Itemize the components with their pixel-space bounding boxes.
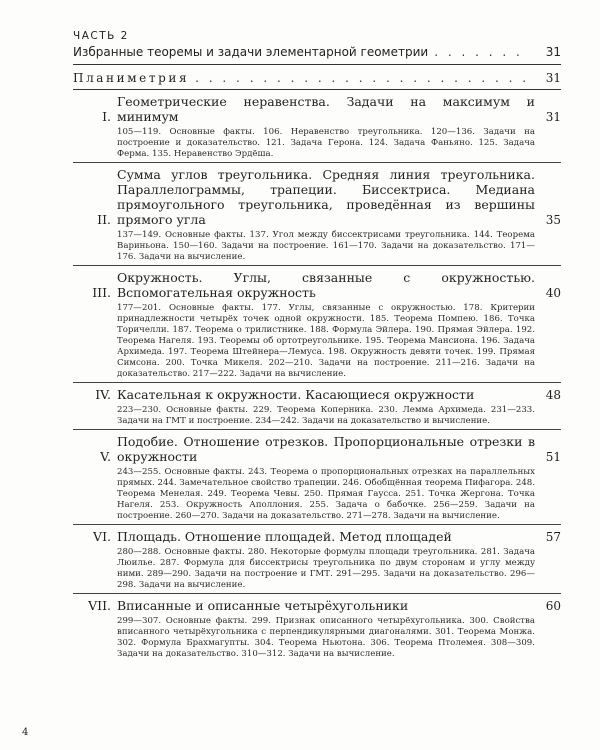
section-title: Планиметрия bbox=[73, 71, 190, 85]
part-title: Избранные теоремы и задачи элементарной геометрии bbox=[73, 45, 429, 59]
page-number: 48 bbox=[545, 388, 561, 402]
part-heading[interactable] bbox=[73, 45, 561, 65]
page-number: 31 bbox=[545, 71, 561, 85]
chapter-number: IV. bbox=[95, 387, 111, 402]
chapter-entry[interactable] bbox=[73, 383, 561, 430]
chapter-contents: 137—149. Основные факты. 137. Угол между биссектрисами треугольника. 144. Теорема Вариньона. 150—160. Задачи на построение. 161—170. Задачи на доказательство. 171—176. Задачи на вычисление. bbox=[117, 230, 535, 262]
page-number: 57 bbox=[545, 530, 561, 544]
chapter-contents: 280—288. Основные факты. 280. Некоторые формулы площади треугольника. 281. Задача Люильe. 287. Формула для биссектрисы треугольника по двум сторонам и углу между ними. 289—290. Задачи на построение и ГМТ. 291—295. Задачи на доказательство. 296—298. Задачи на вычисление. bbox=[117, 547, 535, 590]
section-heading[interactable] bbox=[73, 71, 561, 90]
table-of-contents bbox=[73, 30, 561, 662]
chapter-number: VII. bbox=[88, 598, 111, 613]
chapter-entry[interactable] bbox=[73, 430, 561, 525]
chapter-title: Вписанные и описанные четырёхугольники bbox=[117, 598, 409, 613]
chapter-contents: 105—119. Основные факты. 106. Неравенство треугольника. 120—136. Задачи на построение и доказательство. 121. Задача Герона. 124. Задача Фаньяно. 125. Задача Ферма. 135. Неравенство Эрдёша. bbox=[117, 127, 535, 159]
part-label: ЧАСТЬ 2 bbox=[73, 30, 129, 42]
chapter-number: II. bbox=[97, 212, 111, 227]
chapter-title: Геометрические неравенства. Задачи на максимум и минимум bbox=[117, 94, 535, 124]
chapter-contents: 299—307. Основные факты. 299. Признак описанного четырёхугольника. 300. Свойства вписанного четырёхугольника с перпендикулярными диагоналями. 301. Теорема Монжа. 302. Формула Брахмагупты. 304. Теорема Ньютона. 306. Теорема Птолемея. 308—309. Задачи на доказательство. 310—312. Задачи на вычисление. bbox=[117, 616, 535, 659]
chapter-title: Сумма углов треугольника. Средняя линия треугольника. Параллелограммы, трапеции. Биссектриса. Медиана прямоугольного треугольника, проведённая из вершины прямого угла bbox=[117, 167, 535, 227]
chapter-number: V. bbox=[100, 449, 111, 464]
page-number: 60 bbox=[545, 599, 561, 613]
chapter-contents: 177—201. Основные факты. 177. Углы, связанные с окружностью. 178. Критерии принадлежности четырёх точек одной окружности. 185. Теорема Помпею. 186. Точка Торичелли. 187. Теорема о трилистнике. 188. Формула Эйлера. 190. Прямая Эйлера. 192. Теорема Нагеля. 193. Теоремы об ортотреугольнике. 195. Теорема Мансиона. 196. Задача Архимеда. 197. Теорема Штейнера—Лемуса. 198. Окружность девяти точек. 199. Прямая Симсона. 200. Точка Микеля. 202—210. Задачи на построение. 211—216. Задачи на доказательство. 217—222. Задачи на вычисление. bbox=[117, 303, 535, 379]
chapter-contents: 223—230. Основные факты. 229. Теорема Коперника. 230. Лемма Архимеда. 231—233. Задачи на ГМТ и построение. 234—242. Задачи на доказательство и вычисление. bbox=[117, 405, 535, 426]
chapter-title: Касательная к окружности. Касающиеся окружности bbox=[117, 387, 475, 402]
chapter-number: I. bbox=[102, 109, 111, 124]
dot-leader bbox=[195, 71, 529, 85]
chapter-contents: 243—255. Основные факты. 243. Теорема о пропорциональных отрезках на параллельных прямых. 244. Замечательное свойство трапеции. 246. Обобщённая теорема Пифагора. 248. Теорема Менелая. 249. Теорема Чевы. 250. Прямая Гаусса. 251. Точка Жергона. Точка Нагеля. 253. Окружность Аполлония. 255. Задача о бабочке. 256—259. Задачи на построение. 260—270. Задачи на доказательство. 271—278. Задачи на вычисление. bbox=[117, 467, 535, 521]
chapter-number: VI. bbox=[93, 529, 111, 544]
chapter-entry[interactable] bbox=[73, 90, 561, 163]
page-number: 40 bbox=[545, 286, 561, 300]
chapter-title: Площадь. Отношение площадей. Метод площадей bbox=[117, 529, 452, 544]
chapter-title: Подобие. Отношение отрезков. Пропорциональные отрезки в окружности bbox=[117, 434, 535, 464]
page-number: 31 bbox=[545, 110, 561, 124]
chapter-title: Окружность. Углы, связанные с окружностью. Вспомогательная окружность bbox=[117, 270, 535, 300]
chapter-number: III. bbox=[92, 285, 111, 300]
chapter-entry[interactable] bbox=[73, 594, 561, 662]
chapter-entry[interactable] bbox=[73, 163, 561, 266]
page-number: 51 bbox=[545, 450, 561, 464]
chapter-entry[interactable] bbox=[73, 525, 561, 594]
dot-leader bbox=[434, 45, 529, 59]
folio-page-number: 4 bbox=[22, 727, 29, 738]
chapter-entry[interactable] bbox=[73, 266, 561, 383]
page-number: 31 bbox=[545, 45, 561, 59]
page-number: 35 bbox=[545, 213, 561, 227]
